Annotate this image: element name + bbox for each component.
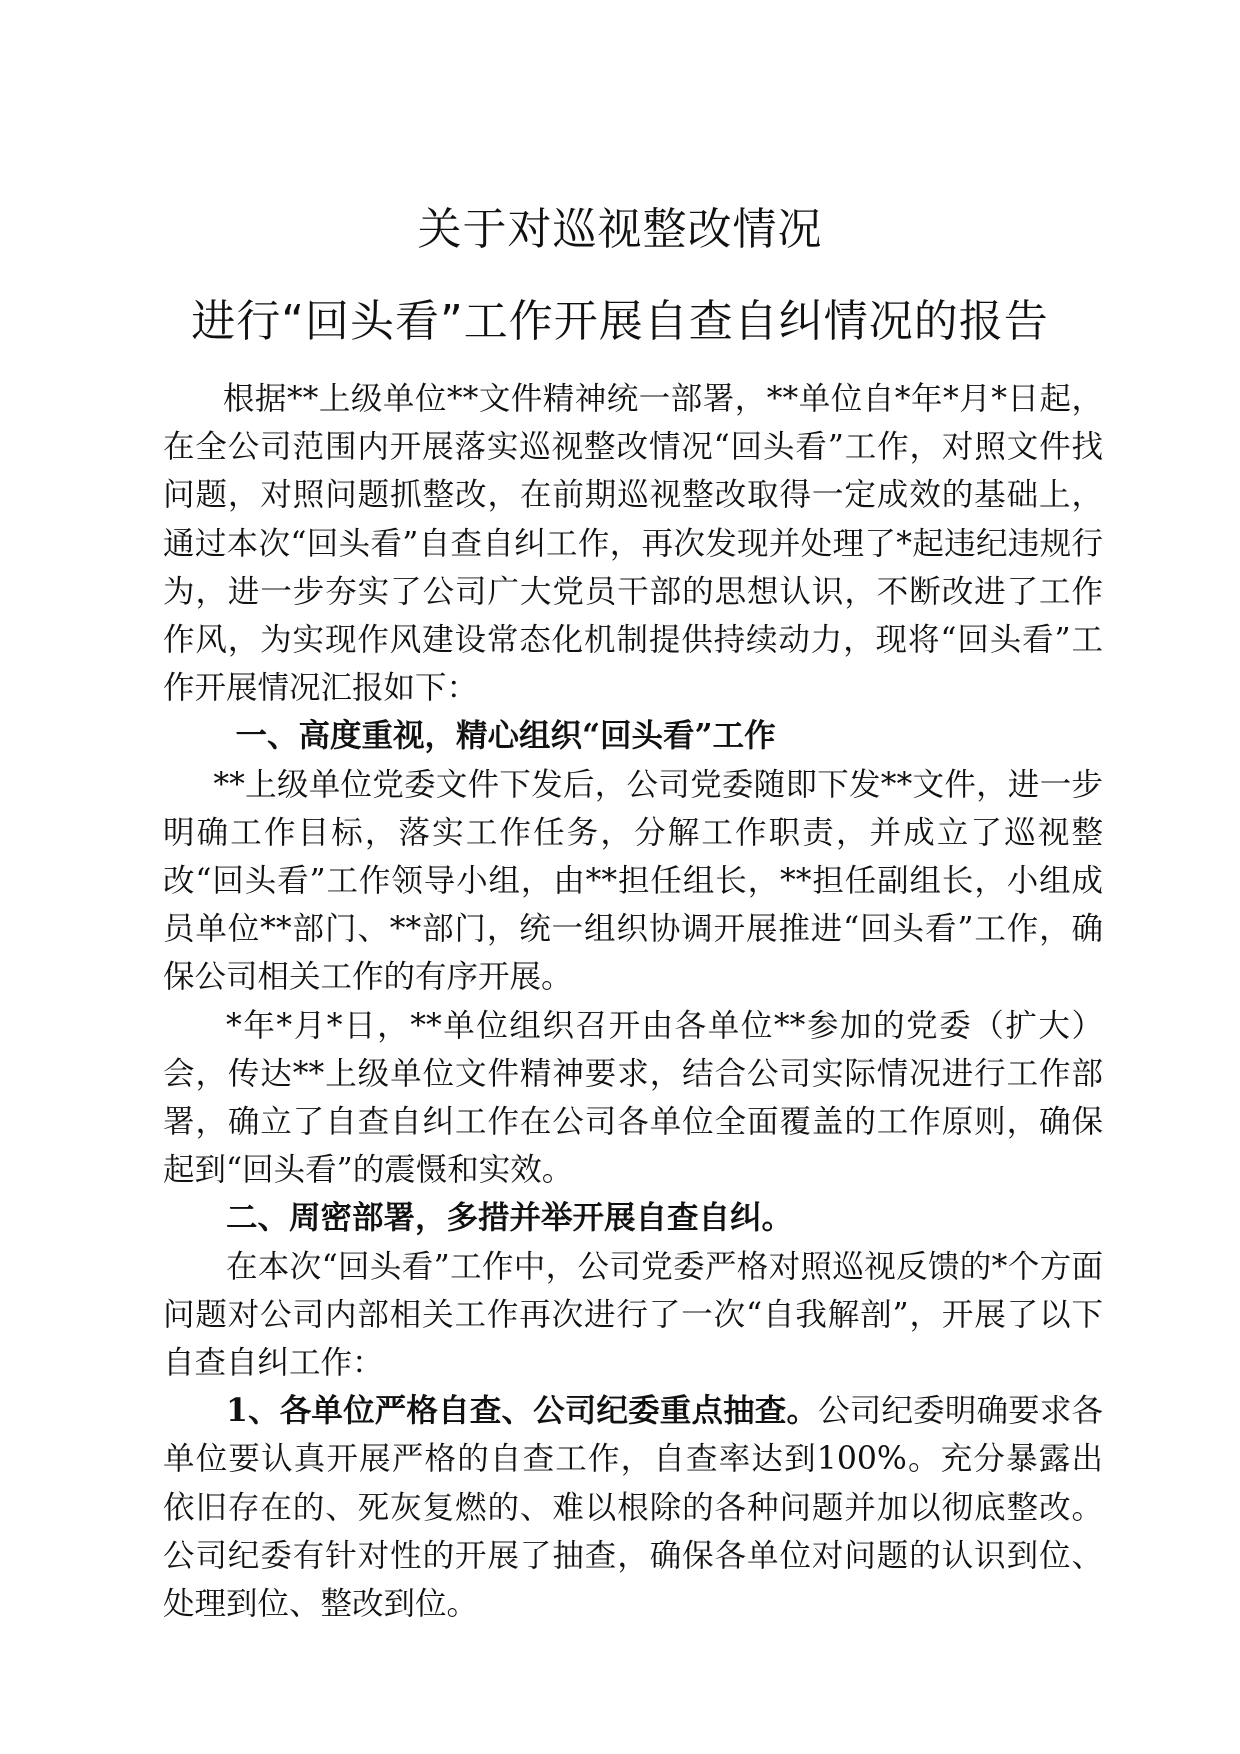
paragraph-section1-a: **上级单位党委文件下发后，公司党委随即下发**文件，进一步明确工作目标，落实工作任务，分解工作职责，并成立了巡视整改“回头看”工作领导小组，由**担任组长，**担任副组长，小组成员单位**部门、**部门，统一组织协调开展推进“回头看”工作，确保公司相关工作的有序开展。	[163, 766, 1103, 996]
document-title-line1: 关于对巡视整改情况	[417, 204, 823, 255]
document-title-line2: 进行“回头看”工作开展自查自纠情况的报告	[191, 296, 1049, 347]
item-1-text: 公司纪委明确要求各单位要认真开展严格的自查工作，自查率达到100%。充分暴露出依旧存在的、死灰复燃的、难以根除的各种问题并加以彻底整改。公司纪委有针对性的开展了抽查，确保各单位对问题的认识到位、处理到位、整改到位。	[163, 1393, 1103, 1623]
document-body	[163, 375, 1103, 1628]
item-1-lead: 1、各单位严格自查、公司纪委重点抽查。	[226, 1392, 819, 1430]
paragraph-intro: 根据**上级单位**文件精神统一部署，**单位自*年*月*日起，在全公司范围内开展落实巡视整改情况“回头看”工作，对照文件找问题，对照问题抓整改，在前期巡视整改取得一定成效的基础上，通过本次“回头看”自查自纠工作，再次发现并处理了*起违纪违规行为，进一步夯实了公司广大党员干部的思想认识，不断改进了工作作风，为实现作风建设常态化机制提供持续动力，现将“回头看”工作开展情况汇报如下：	[163, 381, 1103, 707]
section-heading-1: 一、高度重视，精心组织“回头看”工作	[235, 717, 776, 755]
paragraph-section2-a: 在本次“回头看”工作中，公司党委严格对照巡视反馈的*个方面问题对公司内部相关工作再次进行了一次“自我解剖”，开展了以下自查自纠工作：	[163, 1248, 1103, 1382]
paragraph-section1-b: *年*月*日，**单位组织召开由各单位**参加的党委（扩大）会，传达**上级单位文件精神要求，结合公司实际情况进行工作部署，确立了自查自纠工作在公司各单位全面覆盖的工作原则，确保起到“回头看”的震慑和实效。	[163, 1007, 1103, 1189]
paragraph-item-1	[163, 1387, 1103, 1628]
section-heading-2: 二、周密部署，多措并举开展自查自纠。	[226, 1199, 794, 1237]
